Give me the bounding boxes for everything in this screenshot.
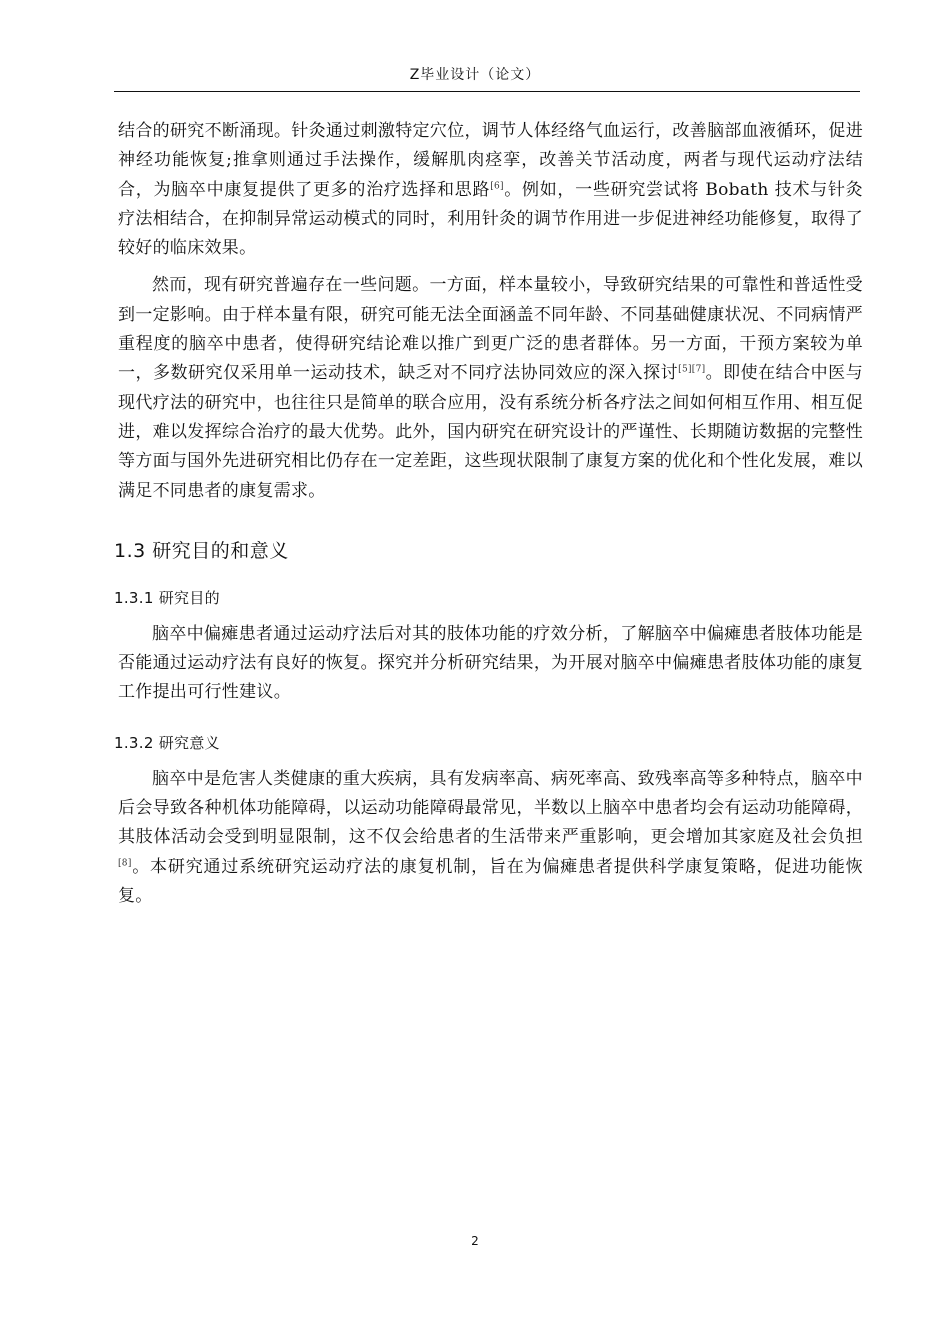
page-header: Z毕业设计（论文）: [409, 67, 541, 83]
section-heading-1-3: 1.3 研究目的和意义: [114, 539, 289, 562]
paragraph-continuation: 结合的研究不断涌现。针灸通过刺激特定穴位，调节人体经络气血运行，改善脑部血液循环，促进神经功能恢复;推拿则通过手法操作，缓解肌肉痉挛，改善关节活动度，两者与现代运动疗法结合，为脑卒中康复提供了更多的治疗选择和思路[6]。例如，一些研究尝试将 Bobath 技术与针灸疗法相结合，在抑制异常运动模式的同时，利用针灸的调节作用进一步促进神经功能修复，取得了较好的临床效果。: [118, 121, 863, 259]
citation-ref: [5][7]: [678, 364, 706, 375]
paragraph-research-purpose: 脑卒中偏瘫患者通过运动疗法后对其的肢体功能的疗效分析，了解脑卒中偏瘫患者肢体功能是否能通过运动疗法有良好的恢复。探究并分析研究结果，为开展对脑卒中偏瘫患者肢体功能的康复工作提出可行性建议。: [118, 623, 863, 703]
paragraph-problems: 然而，现有研究普遍存在一些问题。一方面，样本量较小，导致研究结果的可靠性和普适性受到一定影响。由于样本量有限，研究可能无法全面涵盖不同年龄、不同基础健康状况、不同病情严重程度的脑卒中患者，使得研究结论难以推广到更广泛的患者群体。另一方面，干预方案较为单一，多数研究仅采用单一运动技术，缺乏对不同疗法协同效应的深入探讨[5][7]。即使在结合中医与现代疗法的研究中，也往往只是简单的联合应用，没有系统分析各疗法之间如何相互作用、相互促进，难以发挥综合治疗的最大优势。此外，国内研究在研究设计的严谨性、长期随访数据的完整性等方面与国外先进研究相比仍存在一定差距，这些现状限制了康复方案的优化和个性化发展，难以满足不同患者的康复需求。: [118, 275, 863, 501]
section-heading-1-3-1: 1.3.1 研究目的: [114, 588, 220, 607]
header-divider: [114, 91, 860, 92]
citation-ref: [6]: [490, 180, 504, 191]
citation-ref: [8]: [118, 857, 132, 868]
page-number: 2: [471, 1234, 479, 1248]
section-heading-1-3-2: 1.3.2 研究意义: [114, 733, 220, 752]
document-body: [114, 117, 863, 911]
paragraph-research-significance: 脑卒中是危害人类健康的重大疾病，具有发病率高、病死率高、致残率高等多种特点，脑卒中后会导致各种机体功能障碍，以运动功能障碍最常见，半数以上脑卒中患者均会有运动功能障碍，其肢体活动会受到明显限制，这不仅会给患者的生活带来严重影响，更会增加其家庭及社会负担[8]。本研究通过系统研究运动疗法的康复机制，旨在为偏瘫患者提供科学康复策略，促进功能恢复。: [118, 768, 863, 906]
